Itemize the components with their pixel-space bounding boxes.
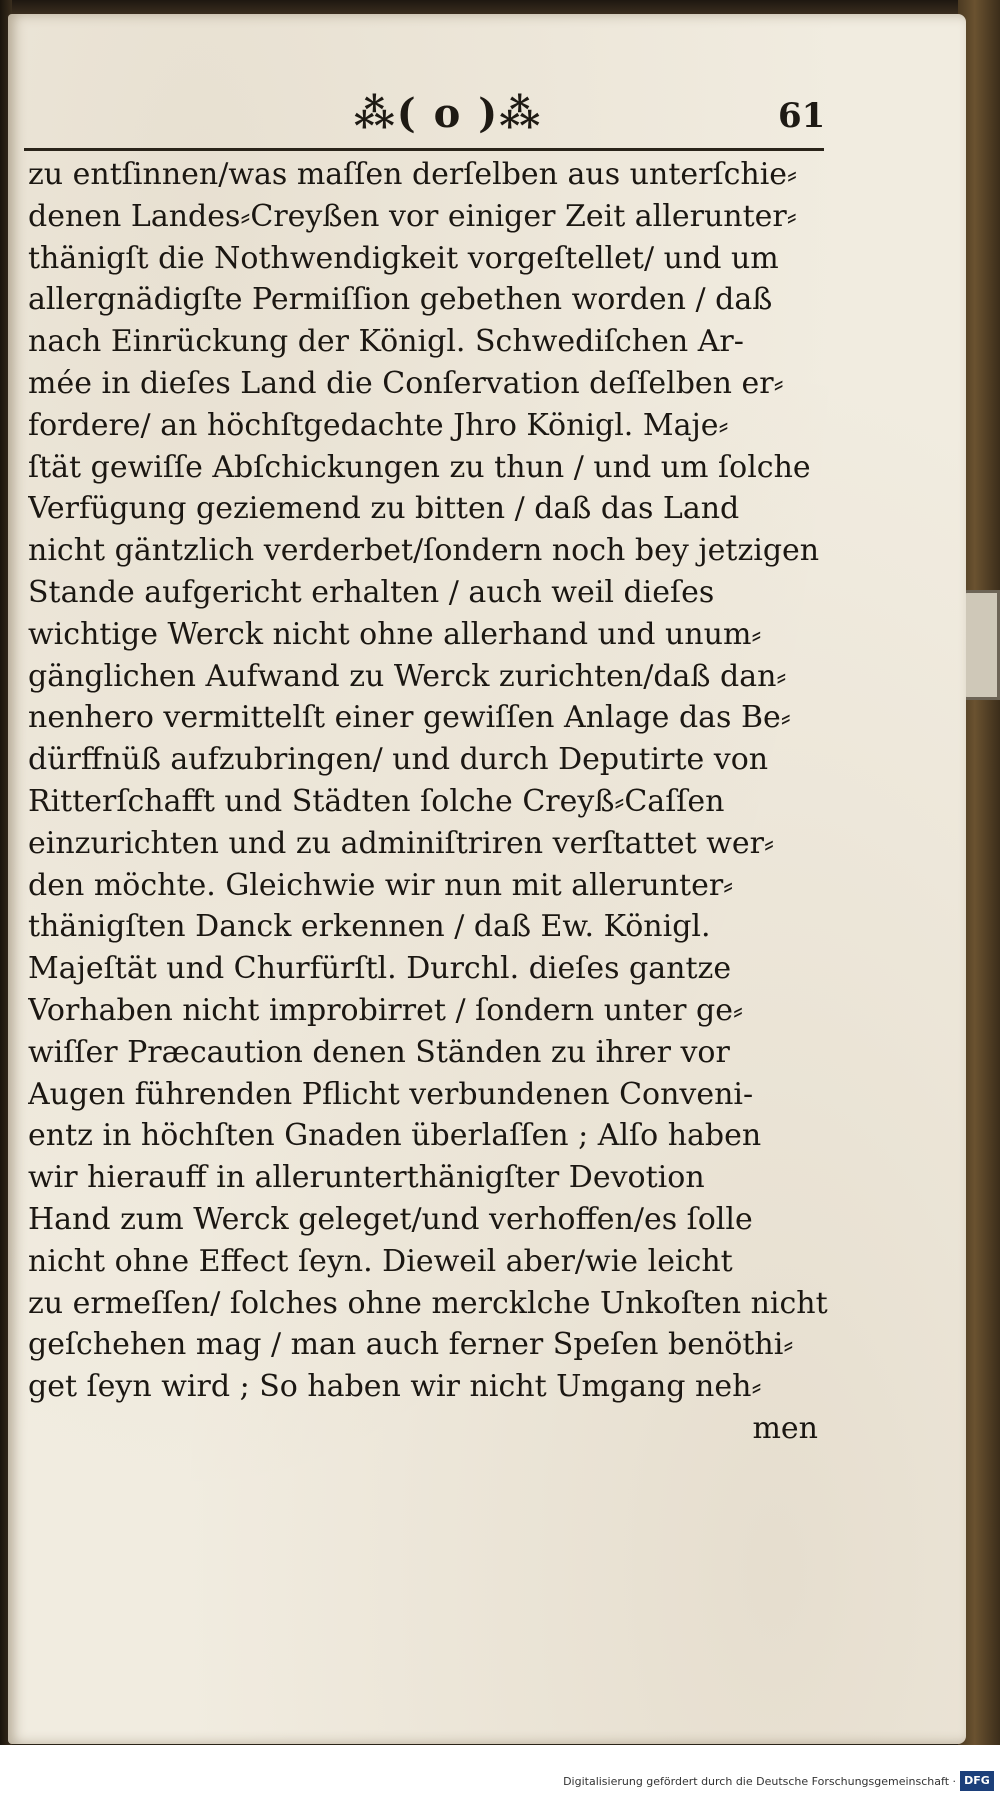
catchword: men (752, 1410, 818, 1446)
text-line: thänigſten Danck erkennen / daß Ew. Königl. (28, 909, 711, 945)
text-line: Augen führenden Pflicht verbundenen Conveni- (28, 1076, 754, 1112)
text-line: denen Landes⸗Creyßen vor einiger Zeit allerunter⸗ (28, 198, 797, 234)
running-head-ornament: ⁂( o )⁂ (353, 90, 543, 137)
header-rule (24, 148, 824, 151)
text-line: allergnädigſte Permiſſion gebethen worden / daß (28, 282, 773, 318)
text-line: Majeſtät und Churfürſtl. Durchl. dieſes gantze (28, 951, 732, 987)
text-line: zu ermeſſen/ ſolches ohne mercklche Unkoſten nicht (28, 1285, 828, 1321)
text-line: nenhero vermittelſt einer gewiſſen Anlage das Be⸗ (28, 700, 791, 736)
text-line: entz in höchſten Gnaden überlaſſen ; Alſo haben (28, 1118, 762, 1154)
text-line: Ritterſchafft und Städten ſolche Creyß⸗Caſſen (28, 783, 725, 819)
text-line: gänglichen Aufwand zu Werck zurichten/daß dan⸗ (28, 658, 787, 694)
text-line: Stande aufgericht erhalten / auch weil dieſes (28, 574, 715, 610)
book-page (8, 14, 966, 1744)
text-line: get ſeyn wird ; So haben wir nicht Umgang neh⸗ (28, 1369, 762, 1405)
text-line: dürffnüß aufzubringen/ und durch Deputirte von (28, 742, 769, 778)
text-line: thänigſt die Nothwendigkeit vorgeſtellet/ und um (28, 240, 779, 276)
text-line: fordere/ an höchſtgedachte Jhro Königl. Maje⸗ (28, 407, 729, 443)
text-line: den möchte. Gleichwie wir nun mit allerunter⸗ (28, 867, 734, 903)
text-line: einzurichten und zu adminiſtriren verſtattet wer⸗ (28, 825, 774, 861)
page-number: 61 (778, 96, 826, 136)
text-line: Vorhaben nicht improbirret / ſondern unter ge⸗ (28, 992, 744, 1028)
text-line: mée in dieſes Land die Conſervation deſſelben er⸗ (28, 365, 784, 401)
digitization-credit: Digitalisierung gefördert durch die Deutsche Forschungsgemeinschaft · (563, 1775, 956, 1788)
text-line: wiſſer Præcaution denen Ständen zu ihrer vor (28, 1034, 730, 1070)
text-line: nicht ohne Effect ſeyn. Dieweil aber/wie leicht (28, 1243, 733, 1279)
text-line: nach Einrückung der Königl. Schwediſchen Ar- (28, 324, 744, 360)
text-line: Hand zum Werck geleget/und verhoffen/es ſolle (28, 1201, 753, 1237)
text-line: wir hierauff in allerunterthänigſter Devotion (28, 1160, 705, 1196)
text-line: Verfügung geziemend zu bitten / daß das Land (28, 491, 740, 527)
dfg-logo: DFG (960, 1771, 994, 1791)
text-line: geſchehen mag / man auch ferner Speſen benöthi⸗ (28, 1327, 794, 1363)
text-line: nicht gäntzlich verderbet/ſondern noch bey jetzigen (28, 533, 820, 569)
text-line: ſtät gewiſſe Abſchickungen zu thun / und um ſolche (28, 449, 811, 485)
body-text (28, 154, 828, 1484)
text-line: wichtige Werck nicht ohne allerhand und unum⸗ (28, 616, 762, 652)
text-line: zu entſinnen/was maſſen derſelben aus unterſchie⸗ (28, 157, 798, 192)
